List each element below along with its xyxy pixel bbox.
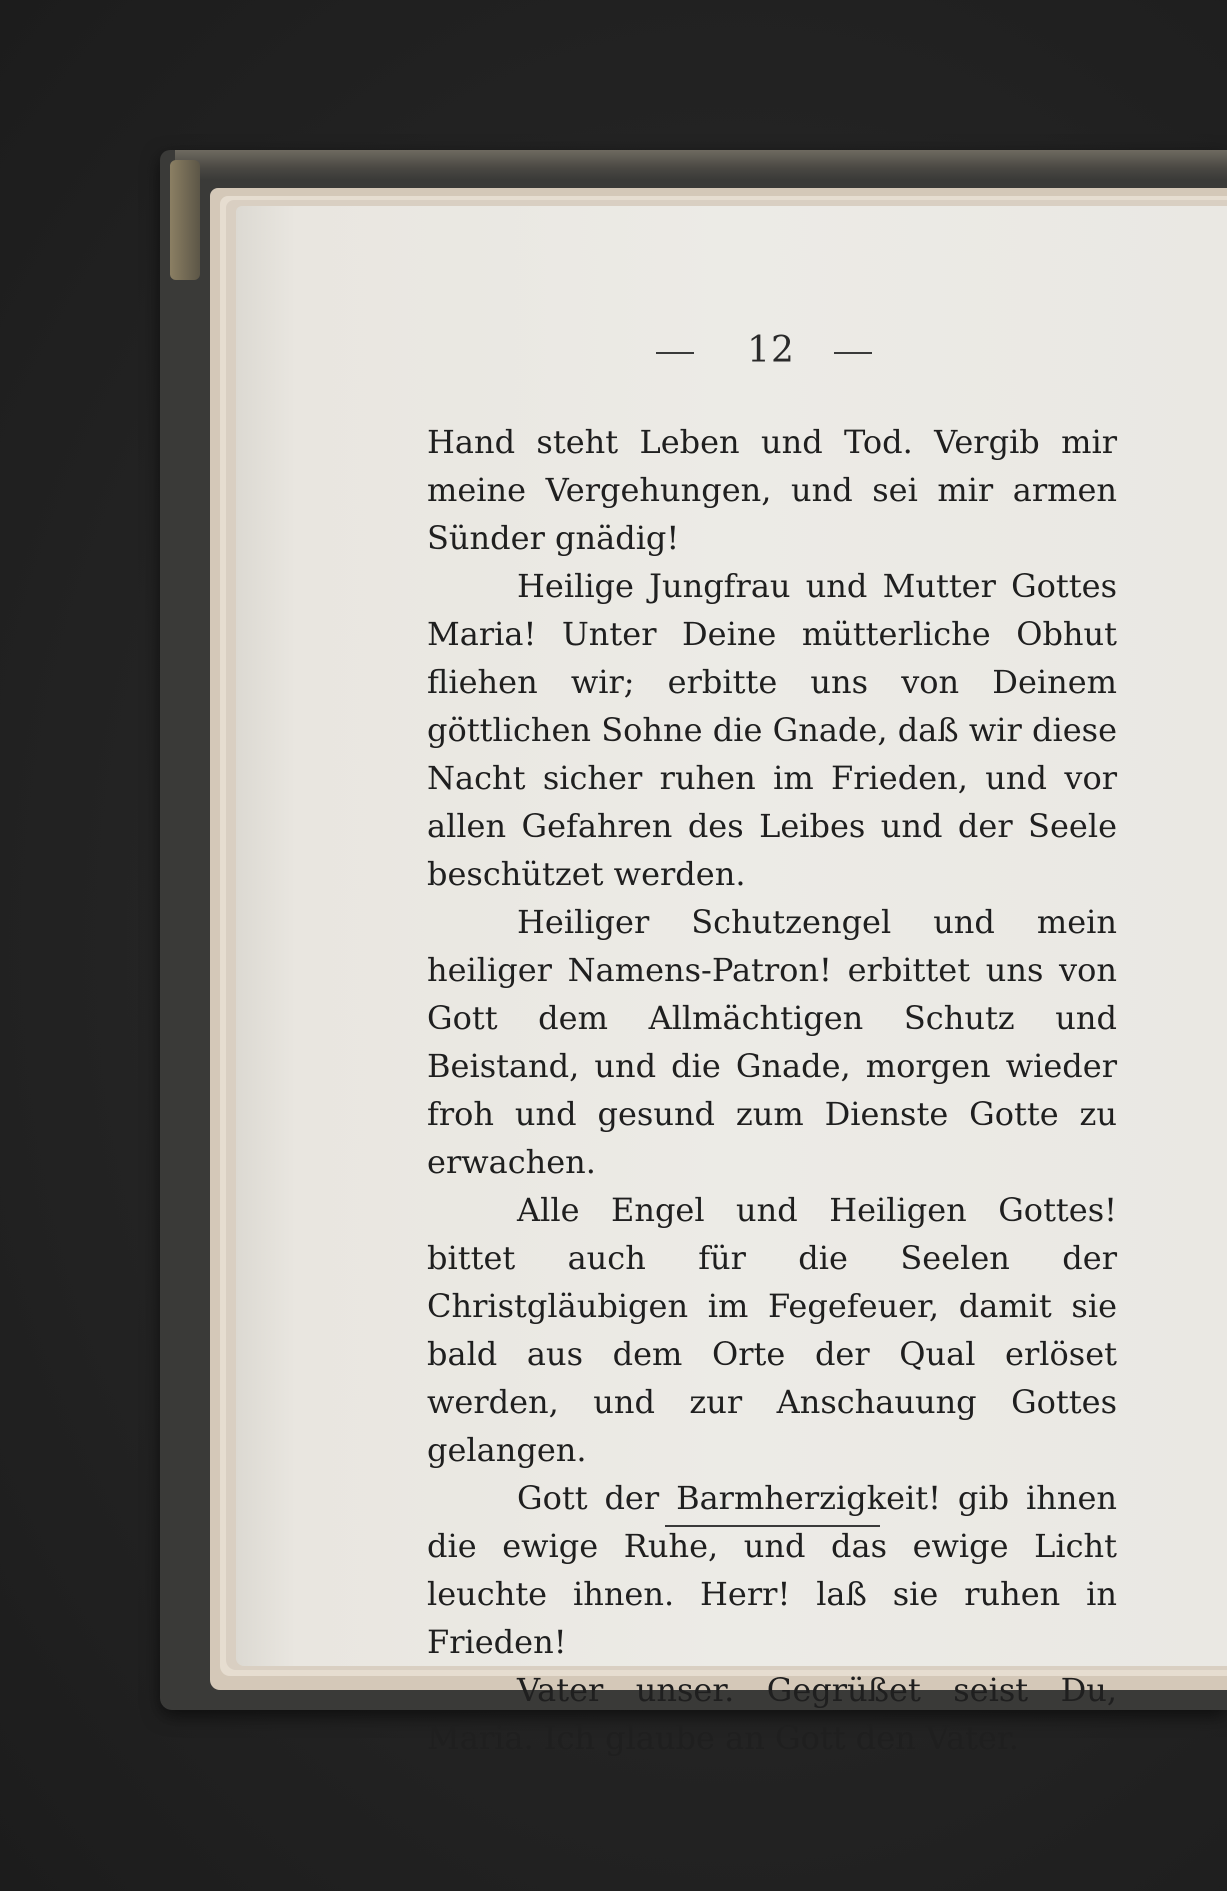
paragraph-5: Gott der Barmherzigkeit! gib ihnen die ewige Ruhe, und das ewige Licht leuchte ihnen. Herr! laß sie ruhen in Frieden! bbox=[427, 1479, 1117, 1661]
paragraph-3: Heiliger Schutzengel und mein heiliger Namens-Patron! erbittet uns von Gott dem Allmächtigen Schutz und Beistand, und die Gnade, morgen wieder froh und gesund zum Dienste Gotte zu erwachen. bbox=[427, 903, 1117, 1181]
paragraph-4: Alle Engel und Heiligen Gottes! bittet auch für die Seelen der Christgläubigen im Fegefeuer, damit sie bald aus dem Orte der Qual erlöset werden, und zur Anschauung Gottes gelangen. bbox=[427, 1191, 1117, 1469]
page-header bbox=[236, 330, 1227, 380]
header-dash-right bbox=[834, 352, 872, 354]
end-rule bbox=[665, 1525, 880, 1527]
paragraph-1: Hand steht Leben und Tod. Vergib mir meine Vergehungen, und sei mir armen Sünder gnädig! bbox=[427, 423, 1117, 557]
paragraph-6: Vater unser. Gegrüßet seist Du, Maria. Ich glaube an Gott den Vater. bbox=[427, 1671, 1117, 1757]
cover-top-edge bbox=[175, 150, 1227, 180]
paragraph-2: Heilige Jungfrau und Mutter Gottes Maria! Unter Deine mütterliche Obhut fliehen wir; erbitte uns von Deinem göttlichen Sohne die Gnade, daß wir diese Nacht sicher ruhen im Frieden, und vor allen Gefahren des Leibes und der Seele beschützet werden. bbox=[427, 567, 1117, 893]
page-number: 12 bbox=[747, 330, 795, 371]
cover-worn-corner bbox=[170, 160, 200, 280]
body-text bbox=[427, 418, 1117, 1762]
header-dash-left bbox=[656, 352, 694, 354]
